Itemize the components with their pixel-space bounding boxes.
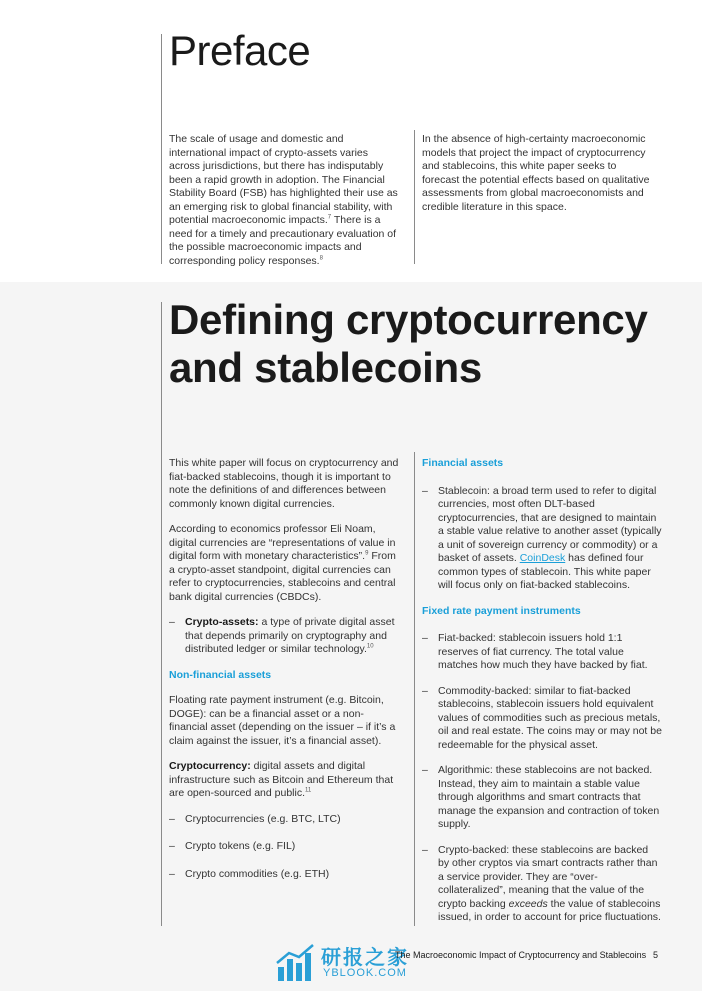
list-item: – Fiat-backed: stablecoin issuers hold 1:1 reserves of fiat currency. The total value matches how much they have backed by fiat. xyxy=(422,632,648,671)
column-divider xyxy=(414,452,415,926)
section-title: Defining cryptocurrency and stablecoins xyxy=(169,296,648,391)
preface-left-column xyxy=(169,133,401,280)
list-item: – Algorithmic: these stablecoins are not backed. Instead, they aim to maintain a stable value through algorithms and smart contracts that manage the expansion and contraction of token supply. xyxy=(422,764,660,830)
preface-paragraph: The scale of usage and domestic and international impact of crypto-assets varies across jurisdictions, but there has indisputably been a rapid growth in adoption. The Financial Stability Board (FSB) has highlighted their use as an emerging risk to global financial stability, with potential macroeconomic impacts.$^7$ There is a need for a timely and precautionary evaluation of the possible macroeconomic impacts and corresponding policy responses.$^8$ xyxy=(169,133,398,267)
list-item: – Crypto tokens (e.g. FIL) xyxy=(169,840,296,852)
noam-paragraph: According to economics professor Eli Noam, digital currencies are “representations of value in digital form with monetary characteristics”.$^9$ From a crypto-asset standpoint, digital currencies can refer to cryptocurrencies, stablecoins and central bank digital currencies (CBDCs). xyxy=(169,523,396,603)
floating-rate-paragraph: Floating rate payment instrument (e.g. Bitcoin, DOGE): can be a financial asset or a non-financial asset (depending on the issuer – if it’s a claim against the issuer, it’s a financial asset). xyxy=(169,694,396,747)
coindesk-link[interactable]: CoinDesk xyxy=(519,552,566,564)
page-number: 5 xyxy=(653,950,659,960)
preface-paragraph: In the absence of high-certainty macroeconomic models that project the impact of cryptocurrency and stablecoins, this white paper seeks to forecast the potential effects based on qualitative assessments from global macroeconomists and credible literature in this space. xyxy=(422,133,650,213)
watermark-url: YBLOOK.COM xyxy=(323,967,407,979)
list-item: – Cryptocurrencies (e.g. BTC, LTC) xyxy=(169,812,341,825)
financial-heading: Financial assets xyxy=(422,457,504,469)
defining-right-column xyxy=(422,457,662,937)
list-item: – Crypto-assets: a type of private digital asset that depends primarily on cryptography and distributed ledger or similar technology.$^{10}$ xyxy=(169,616,395,655)
fixed-rate-heading: Fixed rate payment instruments xyxy=(422,604,581,617)
list-item: – Commodity-backed: similar to fiat-backed stablecoins, stablecoin issuers hold equivalent values of commodities such as precious metals, oil and real estate. The coins may or may not be redeemable for the physical asset. xyxy=(422,684,662,751)
title-rule xyxy=(161,34,162,264)
preface-right-column xyxy=(422,133,654,226)
title-rule xyxy=(161,302,162,926)
bar-chart-logo-icon xyxy=(275,943,315,983)
list-item: – Stablecoin: a broad term used to refer to digital currencies, most often DLT-based cryptocurrencies, that are designed to maintain a stable value relative to another asset (typically a unit of sovereign currency or commodity) or a basket of assets. CoinDesk has defined four common types of stablecoin. This white paper will focus only on fiat-backed stablecoins. xyxy=(422,484,662,591)
watermark-text: 研报之家 xyxy=(321,947,409,969)
watermark xyxy=(275,941,435,985)
non-financial-heading: Non-financial assets xyxy=(169,668,272,681)
defining-left-column xyxy=(169,457,401,893)
list-item: – Crypto commodities (e.g. ETH) xyxy=(169,867,330,880)
list-item: – Crypto-backed: these stablecoins are backed by other cryptos via smart contracts rather than a service provider. They are “over-collateralized”, meaning that the value of the crypto backing exceeds the value of stablecoins issued, in order to account for price fluctuations. xyxy=(422,843,661,923)
footer-title: The Macroeconomic Impact of Cryptocurrency and Stablecoins xyxy=(395,950,647,960)
intro-paragraph: This white paper will focus on cryptocurrency and fiat-backed stablecoins, though it is important to note the definitions of and differences between commonly known digital currencies. xyxy=(169,457,399,510)
cryptocurrency-paragraph: Cryptocurrency: digital assets and digital infrastructure such as Bitcoin and Ethereum that are open-sourced and public.$^{11}$ xyxy=(169,760,394,799)
page-title: Preface xyxy=(169,27,311,74)
column-divider xyxy=(414,130,415,264)
